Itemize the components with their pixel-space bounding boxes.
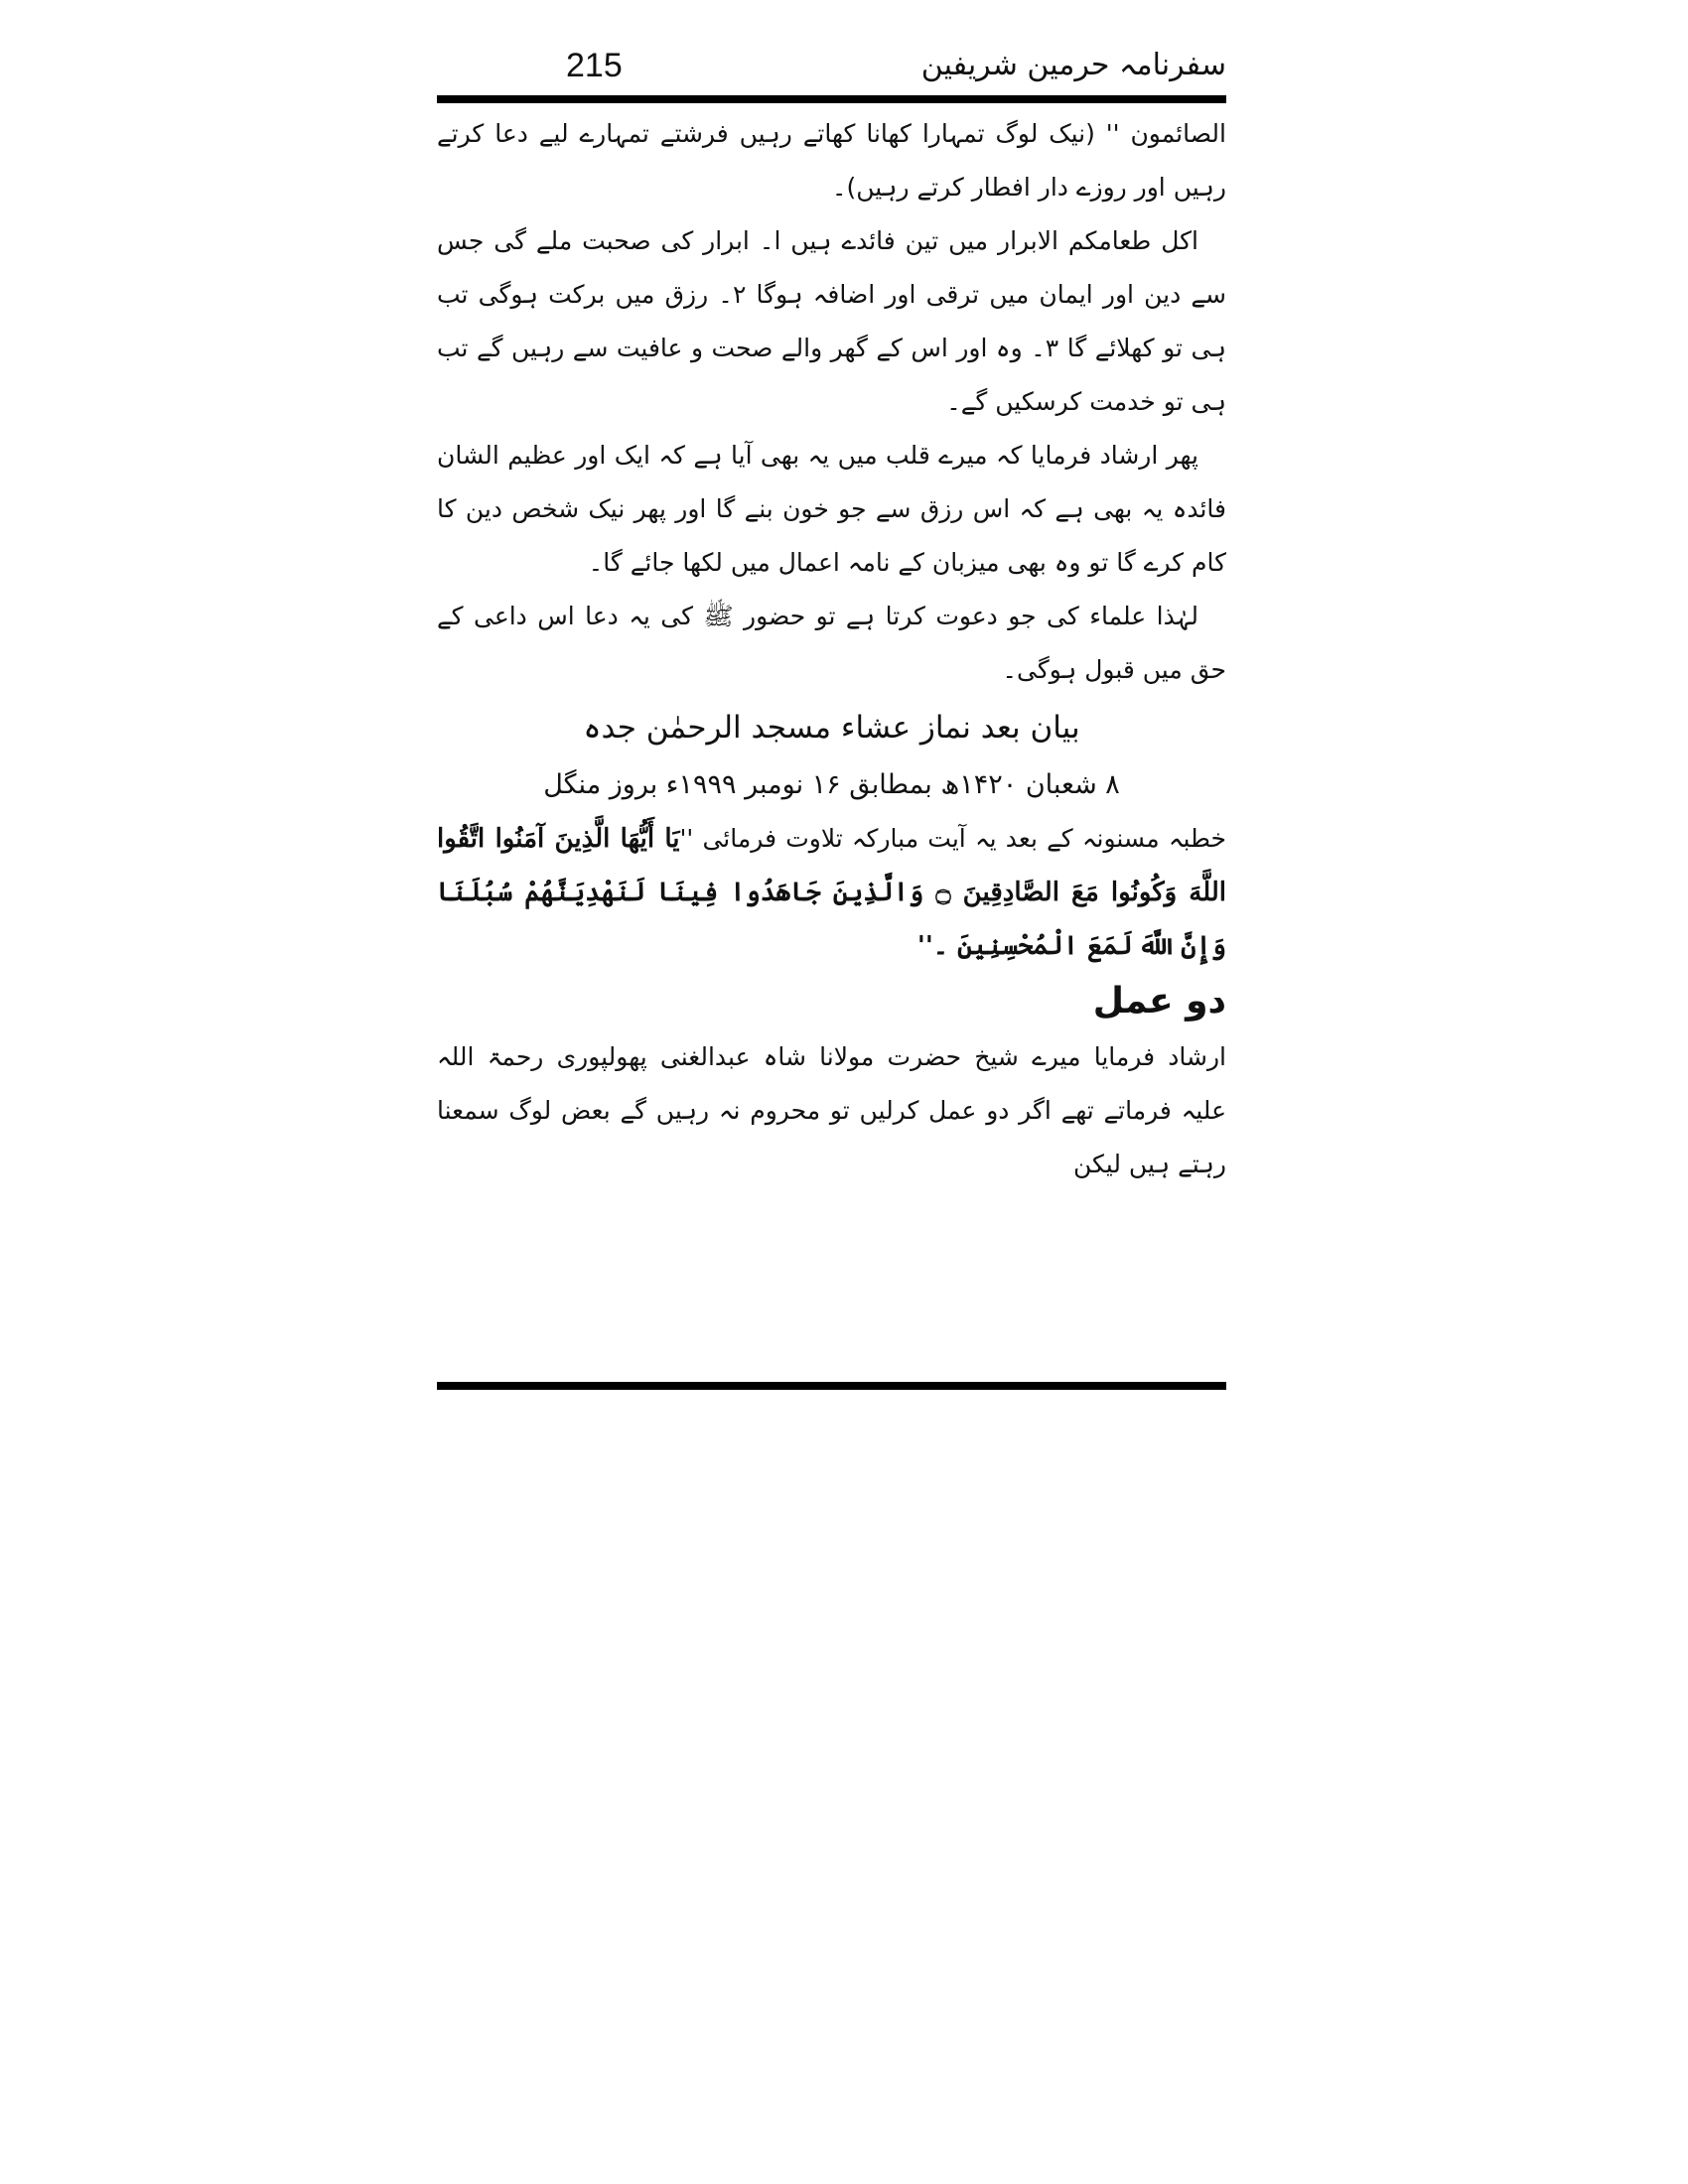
sermon-date: ۸ شعبان ۱۴۲۰ھ بمطابق ۱۶ نومبر ۱۹۹۹ء بروز منگل xyxy=(543,769,1120,800)
page-header xyxy=(437,40,1226,95)
paragraph-quote-end: الصائمون '' (نیک لوگ تمہارا کھانا کھاتے رہیں فرشتے تمہارے لیے دعا کرتے رہیں اور روزے دار افطار کرتے رہیں)۔ xyxy=(437,119,1226,202)
page-body xyxy=(437,107,1226,1191)
khutba-paragraph xyxy=(437,812,1226,973)
paragraph-dua-accepted: لہٰذا علماء کی جو دعوت کرتا ہے تو حضور ﷺ کی یہ دعا اس داعی کے حق میں قبول ہوگی۔ xyxy=(437,602,1226,684)
running-title: سفرنامہ حرمین شریفین xyxy=(920,48,1226,82)
footer-rule xyxy=(437,1382,1226,1390)
closing-paragraph: ارشاد فرمایا میرے شیخ حضرت مولانا شاہ عبدالغنی پھولپوری رحمۃ اللہ علیہ فرماتے تھے اگر دو عمل کرلیں تو محروم نہ رہیں گے بعض لوگ سمعنا رہتے ہیں لیکن xyxy=(437,1042,1226,1178)
header-rule xyxy=(437,95,1226,103)
paragraph-three-benefits: اکل طعامکم الابرار میں تین فائدے ہیں ا۔ ابرار کی صحبت ملے گی جس سے دین اور ایمان میں ترقی اور اضافہ ہوگا ۲۔ رزق میں برکت ہوگی تب ہی تو کھلائے گا ۳۔ وہ اور اس کے گھر والے صحت و عافیت سے رہیں گے تب ہی تو خدمت کرسکیں گے۔ xyxy=(437,226,1227,416)
sermon-heading: بیان بعد نماز عشاء مسجد الرحمٰن جدہ xyxy=(583,710,1080,746)
quran-verse: یَا أَیُّهَا الَّذِینَ آمَنُوا اتَّقُوا اللَّهَ وَكُونُوا مَعَ الصَّادِقِینَ ۝ وَالَّذِینَ جَاهَدُوا فِینَا لَنَهْدِیَنَّهُمْ سُبُلَنَا وَإِنَّ اللَّهَ لَمَعَ الْمُحْسِنِینَ ۔'' xyxy=(437,824,1226,961)
khutba-intro: خطبہ مسنونہ کے بعد یہ آیت مبارکہ تلاوت فرمائی '' xyxy=(679,824,1226,853)
page-number: 215 xyxy=(566,47,623,84)
paragraph-further-benefit: پھر ارشاد فرمایا کہ میرے قلب میں یہ بھی آیا ہے کہ ایک اور عظیم الشان فائدہ یہ بھی ہے کہ اس رزق سے جو خون بنے گا اور پھر نیک شخص دین کا کام کرے گا تو وہ بھی میزبان کے نامہ اعمال میں لکھا جائے گا۔ xyxy=(437,441,1226,577)
section-title: دو عمل xyxy=(1092,981,1226,1022)
